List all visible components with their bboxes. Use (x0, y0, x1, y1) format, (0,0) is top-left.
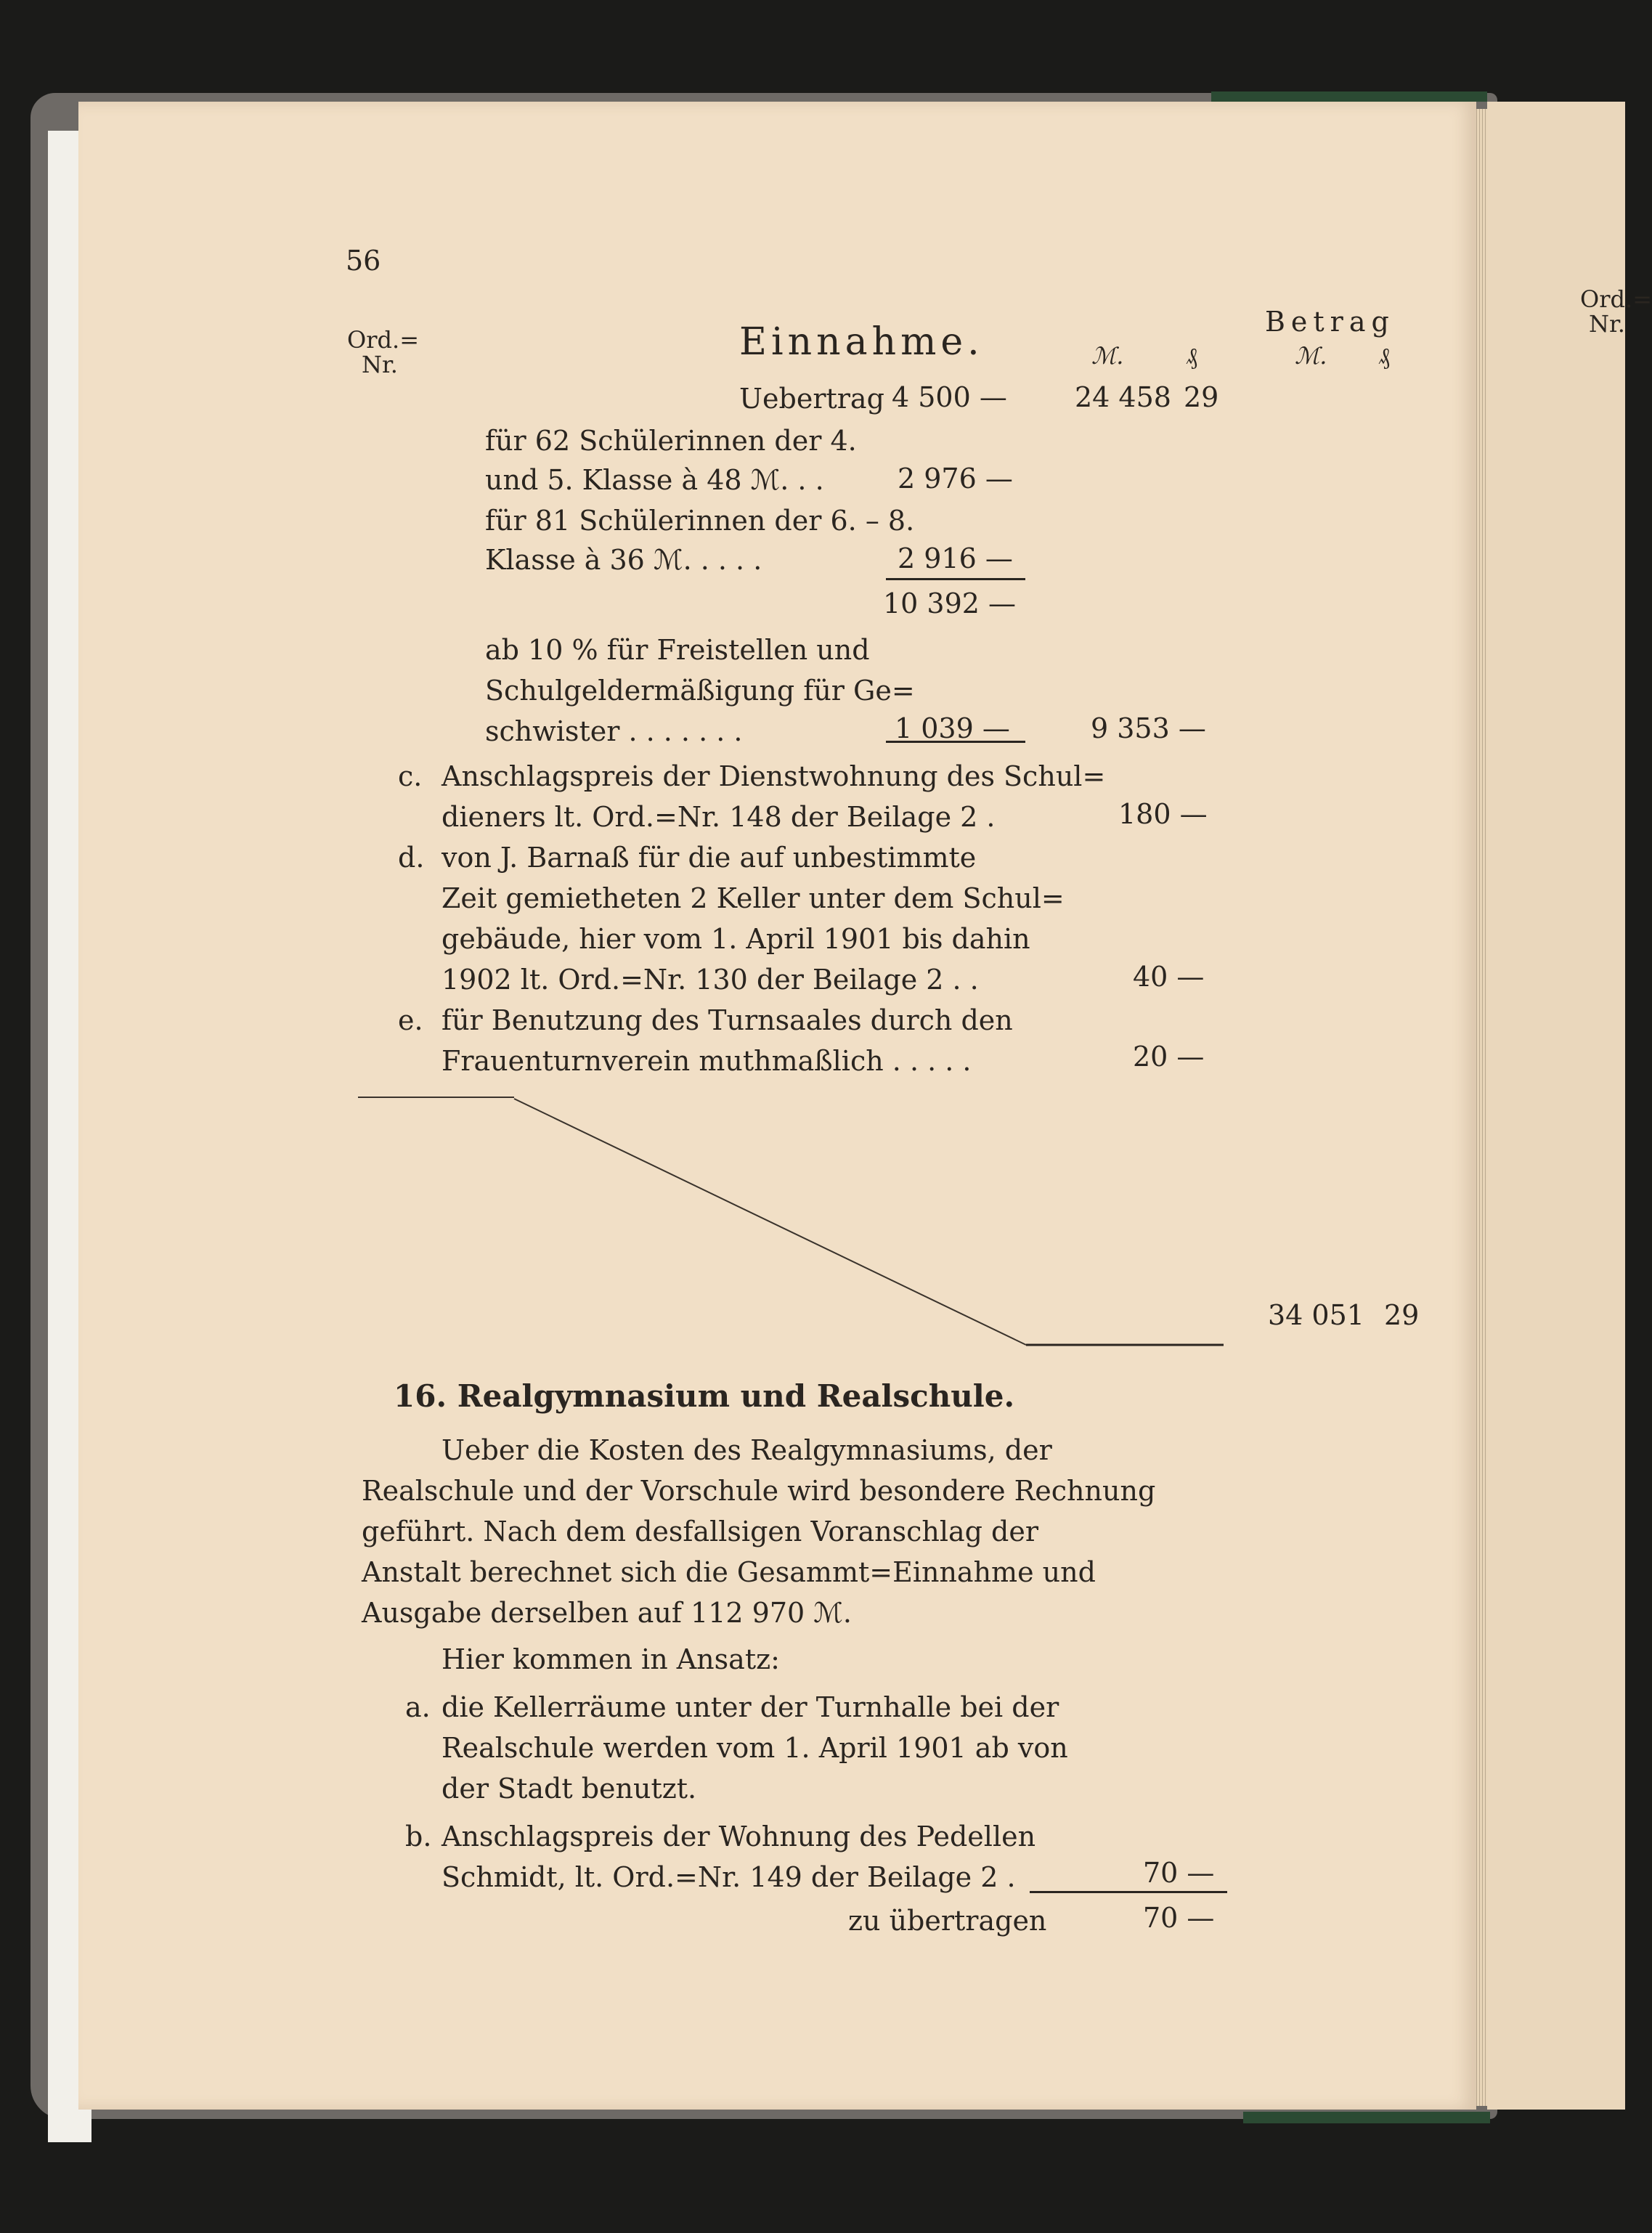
item-e-line-2: Frauenturnverein muthmaßlich . . . . . (442, 1045, 972, 1077)
facing-nr-fragment: Nr. (1589, 310, 1625, 338)
section-16-para-line-4: Anstalt berechnet sich die Gesammt=Einnahme und (362, 1556, 1096, 1588)
item-b-line-1: Anschlagspreis der Wohnung des Pedellen (442, 1821, 1036, 1852)
section-16-para-line-2: Realschule und der Vorschule wird besondere Rechnung (362, 1475, 1156, 1507)
item-line-4-amount: 2 916 — (898, 542, 1013, 574)
item-a-label: a. (405, 1691, 431, 1723)
item-c-label: c. (398, 760, 423, 792)
column-title-einnahme: Einnahme. (739, 320, 984, 364)
item-d-line-1: von J. Barnaß für die auf unbestimmte (442, 842, 977, 874)
total-pf: 29 (1384, 1299, 1420, 1331)
item-e-line-1: für Benutzung des Turnsaales durch den (442, 1004, 1013, 1036)
uebertrag-pf: 29 (1184, 381, 1219, 413)
item-e-amount: 20 — (1133, 1041, 1205, 1073)
item-e-label: e. (398, 1004, 423, 1036)
item-d-label: d. (398, 842, 425, 874)
item-line-7: schwister . . . . . . . (485, 715, 743, 747)
item-line-4: Klasse à 36 ℳ. . . . . (485, 544, 762, 576)
ord-nr-header-1: Ord.= (347, 326, 419, 354)
total-mark: 34 051 (1268, 1299, 1364, 1331)
facing-page (1487, 102, 1652, 2110)
item-d-amount: 40 — (1133, 961, 1205, 993)
item-line-1: für 62 Schülerinnen der 4. (485, 425, 857, 457)
item-line-3: für 81 Schülerinnen der 6. – 8. (485, 505, 915, 537)
section-16-para-2: Hier kommen in Ansatz: (442, 1643, 780, 1675)
item-b-label: b. (405, 1821, 432, 1852)
carry-forward-label: zu übertragen (848, 1905, 1047, 1937)
rule (1128, 1891, 1227, 1893)
carry-forward-amount: 70 — (1143, 1902, 1215, 1934)
item-line-7-amount: 1 039 — (895, 712, 1010, 744)
item-line-2-amount: 2 976 — (898, 463, 1013, 495)
item-a-line-1: die Kellerräume unter der Turnhalle bei der (442, 1691, 1059, 1723)
item-c-line-1: Anschlagspreis der Dienstwohnung des Schul= (442, 760, 1106, 792)
item-d-line-4: 1902 lt. Ord.=Nr. 130 der Beilage 2 . . (442, 964, 979, 996)
facing-ord-fragment: Ord.= (1580, 285, 1652, 313)
uebertrag-sub: 4 500 — (892, 381, 1007, 413)
section-16-heading: 16. Realgymnasium und Realschule. (394, 1378, 1015, 1414)
uebertrag-mark: 24 458 (1075, 381, 1171, 413)
item-d-line-2: Zeit gemietheten 2 Keller unter dem Schul= (442, 882, 1065, 914)
book-page (78, 102, 1476, 2110)
item-c-amount: 180 — (1118, 798, 1208, 830)
item-a-line-3: der Stadt benutzt. (442, 1773, 697, 1805)
item-line-2: und 5. Klasse à 48 ℳ. . . (485, 464, 824, 496)
cover-edge-bottom (1243, 2112, 1490, 2123)
subtotal: 10 392 — (883, 587, 1017, 619)
item-line-7-mark: 9 353 — (1091, 712, 1206, 744)
item-line-5: ab 10 % für Freistellen und (485, 634, 870, 666)
cover-edge-top (1211, 91, 1487, 102)
item-line-6: Schulgeldermäßigung für Ge= (485, 675, 915, 707)
item-a-line-2: Realschule werden vom 1. April 1901 ab von (442, 1732, 1068, 1764)
uebertrag-label: Uebertrag (739, 383, 884, 415)
section-16-para-line-1: Ueber die Kosten des Realgymnasiums, der (442, 1434, 1052, 1466)
section-16-para-line-5: Ausgabe derselben auf 112 970 ℳ. (362, 1597, 852, 1629)
filler-diagonal-line (78, 102, 1476, 1409)
betrag-header: Betrag (1265, 306, 1395, 338)
rule (1030, 1891, 1131, 1893)
item-b-amount: 70 — (1143, 1857, 1215, 1889)
item-b-line-2: Schmidt, lt. Ord.=Nr. 149 der Beilage 2 . (442, 1861, 1016, 1893)
ord-nr-header-2: Nr. (362, 351, 398, 378)
mark-col-2: ℳ. (1295, 342, 1327, 370)
section-16-para-line-3: geführt. Nach dem desfallsigen Voranschlag der (362, 1516, 1039, 1547)
mark-col-1: ℳ. (1091, 342, 1124, 370)
item-c-line-2: dieners lt. Ord.=Nr. 148 der Beilage 2 . (442, 801, 996, 833)
page-number: 56 (346, 245, 381, 277)
pf-col-2: ₰ (1378, 342, 1390, 370)
pf-col-1: ₰ (1186, 342, 1197, 370)
item-d-line-3: gebäude, hier vom 1. April 1901 bis dahin (442, 923, 1030, 955)
